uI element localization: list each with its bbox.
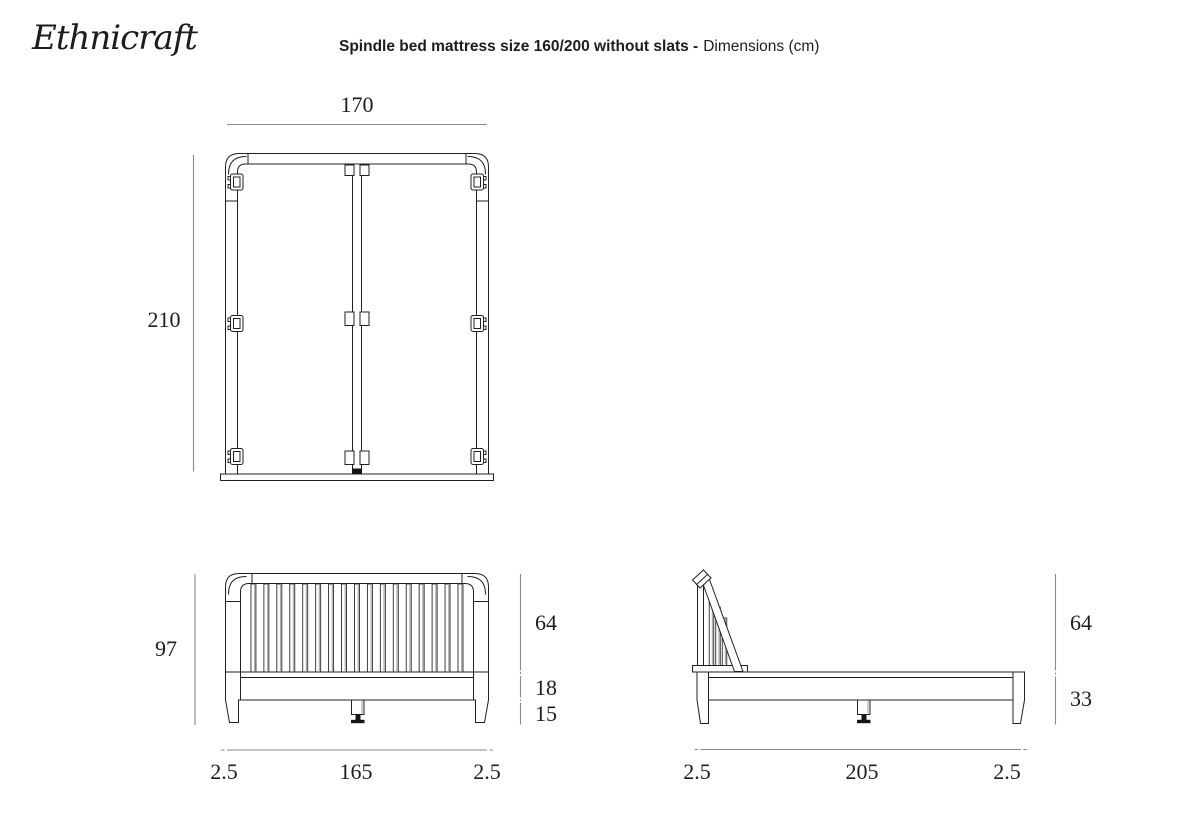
dim-front-height-label: 97 [155,636,177,661]
dim-side-right-label: 2.5 [993,759,1021,784]
front-view-drawing [226,574,489,724]
dim-front-right-label: 2.5 [473,759,501,784]
dim-front-width-label: 165 [339,759,373,784]
dim-top-width-label: 170 [340,92,374,117]
dimension-lines [194,125,1056,751]
dim-front-rail-label: 18 [535,675,557,700]
rail-clips-right [471,174,486,465]
center-rail [345,164,369,474]
brand-logo: Ethnicraft [32,18,197,58]
dim-side-length-label: 205 [845,759,879,784]
title-product-name: Spindle bed mattress size 160/200 without slats - [339,38,699,55]
side-view-drawing [693,570,1025,724]
title-dimensions-unit: Dimensions (cm) [703,38,820,55]
top-view-drawing [221,154,494,481]
headboard-spindles [251,584,463,672]
dim-side-base-label: 33 [1070,686,1092,711]
dim-side-headboard-label: 64 [1070,610,1092,635]
dim-front-headboard-label: 64 [535,610,557,635]
dim-front-left-label: 2.5 [210,759,238,784]
dim-front-leg-label: 15 [535,701,557,726]
center-foot-side [857,700,871,723]
center-foot [351,700,365,723]
dim-side-left-label: 2.5 [683,759,711,784]
rail-clips-left [228,174,243,465]
dim-top-length-label: 210 [147,307,181,332]
